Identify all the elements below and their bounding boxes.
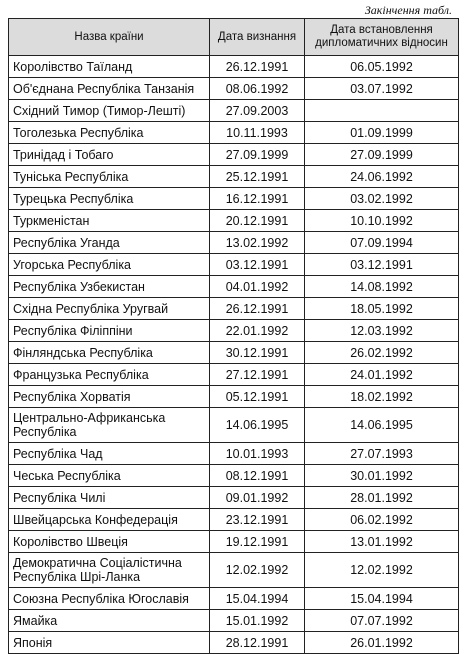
table-row [9,232,459,254]
recognition-date-cell: 08.06.1992 [210,78,305,100]
diplomatic-date-cell: 14.06.1995 [305,408,459,443]
table-row [9,100,459,122]
diplomatic-date-cell: 24.01.1992 [305,364,459,386]
diplomatic-date-cell: 10.10.1992 [305,210,459,232]
country-cell: Об'єднана Республіка Танзанія [9,78,210,100]
diplomatic-date-cell: 18.05.1992 [305,298,459,320]
table-row [9,588,459,610]
table-continuation-caption: Закінчення табл. [364,3,452,17]
country-cell: Республіка Уганда [9,232,210,254]
recognition-date-cell: 04.01.1992 [210,276,305,298]
header-diplomatic-date: Дата встановлення дипломатичних відносин [305,19,459,56]
table-row [9,210,459,232]
recognition-date-cell: 13.02.1992 [210,232,305,254]
table-row [9,144,459,166]
recognition-table [8,18,459,654]
diplomatic-date-cell: 13.01.1992 [305,531,459,553]
country-cell: Республіка Чад [9,443,210,465]
country-cell: Туніська Республіка [9,166,210,188]
recognition-date-cell: 09.01.1992 [210,487,305,509]
table-row [9,254,459,276]
table-row [9,298,459,320]
table-row [9,276,459,298]
diplomatic-date-cell: 15.04.1994 [305,588,459,610]
table-row [9,531,459,553]
table-body [9,56,459,654]
country-cell: Республіка Хорватія [9,386,210,408]
diplomatic-date-cell: 26.01.1992 [305,632,459,654]
table-row [9,610,459,632]
recognition-date-cell: 20.12.1991 [210,210,305,232]
country-cell: Королівство Таїланд [9,56,210,78]
diplomatic-date-cell: 26.02.1992 [305,342,459,364]
table-row [9,188,459,210]
country-cell: Тоголезька Республіка [9,122,210,144]
recognition-date-cell: 10.11.1993 [210,122,305,144]
recognition-date-cell: 15.01.1992 [210,610,305,632]
country-cell: Східна Республіка Уругвай [9,298,210,320]
table-header-row [9,19,459,56]
recognition-date-cell: 19.12.1991 [210,531,305,553]
recognition-date-cell: 16.12.1991 [210,188,305,210]
country-cell: Японія [9,632,210,654]
table-row [9,487,459,509]
diplomatic-date-cell: 06.05.1992 [305,56,459,78]
country-cell: Республіка Чилі [9,487,210,509]
recognition-date-cell: 23.12.1991 [210,509,305,531]
diplomatic-date-cell: 03.02.1992 [305,188,459,210]
diplomatic-date-cell: 12.03.1992 [305,320,459,342]
table-row [9,166,459,188]
table-row [9,342,459,364]
recognition-date-cell: 30.12.1991 [210,342,305,364]
country-cell: Ямайка [9,610,210,632]
recognition-date-cell: 22.01.1992 [210,320,305,342]
diplomatic-date-cell: 12.02.1992 [305,553,459,588]
recognition-date-cell: 10.01.1993 [210,443,305,465]
country-cell: Тринідад і Тобаго [9,144,210,166]
diplomatic-date-cell: 28.01.1992 [305,487,459,509]
table-row [9,320,459,342]
recognition-date-cell: 27.09.1999 [210,144,305,166]
diplomatic-date-cell: 06.02.1992 [305,509,459,531]
table-row [9,509,459,531]
diplomatic-date-cell: 03.12.1991 [305,254,459,276]
diplomatic-date-cell: 07.07.1992 [305,610,459,632]
table-row [9,56,459,78]
table-row [9,386,459,408]
country-cell: Чеська Республіка [9,465,210,487]
diplomatic-date-cell: 27.09.1999 [305,144,459,166]
table-row [9,408,459,443]
table-row [9,632,459,654]
country-cell: Східний Тимор (Тимор-Лешті) [9,100,210,122]
header-country: Назва країни [9,19,210,56]
recognition-date-cell: 26.12.1991 [210,56,305,78]
country-cell: Союзна Республіка Югославія [9,588,210,610]
diplomatic-date-cell: 01.09.1999 [305,122,459,144]
country-cell: Республіка Філіппіни [9,320,210,342]
diplomatic-date-cell: 27.07.1993 [305,443,459,465]
header-recognition-date: Дата визнання [210,19,305,56]
diplomatic-date-cell: 18.02.1992 [305,386,459,408]
recognition-date-cell: 08.12.1991 [210,465,305,487]
country-cell: Турецька Республіка [9,188,210,210]
recognition-date-cell: 28.12.1991 [210,632,305,654]
recognition-date-cell: 27.12.1991 [210,364,305,386]
country-cell: Демократична Соціалістична Республіка Шрі-Ланка [9,553,210,588]
recognition-date-cell: 15.04.1994 [210,588,305,610]
table-row [9,553,459,588]
diplomatic-date-cell: 24.06.1992 [305,166,459,188]
recognition-date-cell: 26.12.1991 [210,298,305,320]
table-row [9,122,459,144]
country-cell: Королівство Швеція [9,531,210,553]
table-row [9,364,459,386]
recognition-date-cell: 14.06.1995 [210,408,305,443]
country-cell: Туркменістан [9,210,210,232]
diplomatic-date-cell: 30.01.1992 [305,465,459,487]
recognition-date-cell: 05.12.1991 [210,386,305,408]
table-row [9,465,459,487]
recognition-date-cell: 12.02.1992 [210,553,305,588]
country-cell: Французька Республіка [9,364,210,386]
diplomatic-date-cell: 07.09.1994 [305,232,459,254]
country-cell: Республіка Узбекистан [9,276,210,298]
diplomatic-date-cell [305,100,459,122]
recognition-date-cell: 03.12.1991 [210,254,305,276]
country-cell: Фінляндська Республіка [9,342,210,364]
table-row [9,78,459,100]
country-cell: Угорська Республіка [9,254,210,276]
country-cell: Швейцарська Конфедерація [9,509,210,531]
diplomatic-date-cell: 03.07.1992 [305,78,459,100]
recognition-date-cell: 25.12.1991 [210,166,305,188]
diplomatic-date-cell: 14.08.1992 [305,276,459,298]
table-row [9,443,459,465]
recognition-date-cell: 27.09.2003 [210,100,305,122]
country-cell: Центрально-Африканська Республіка [9,408,210,443]
